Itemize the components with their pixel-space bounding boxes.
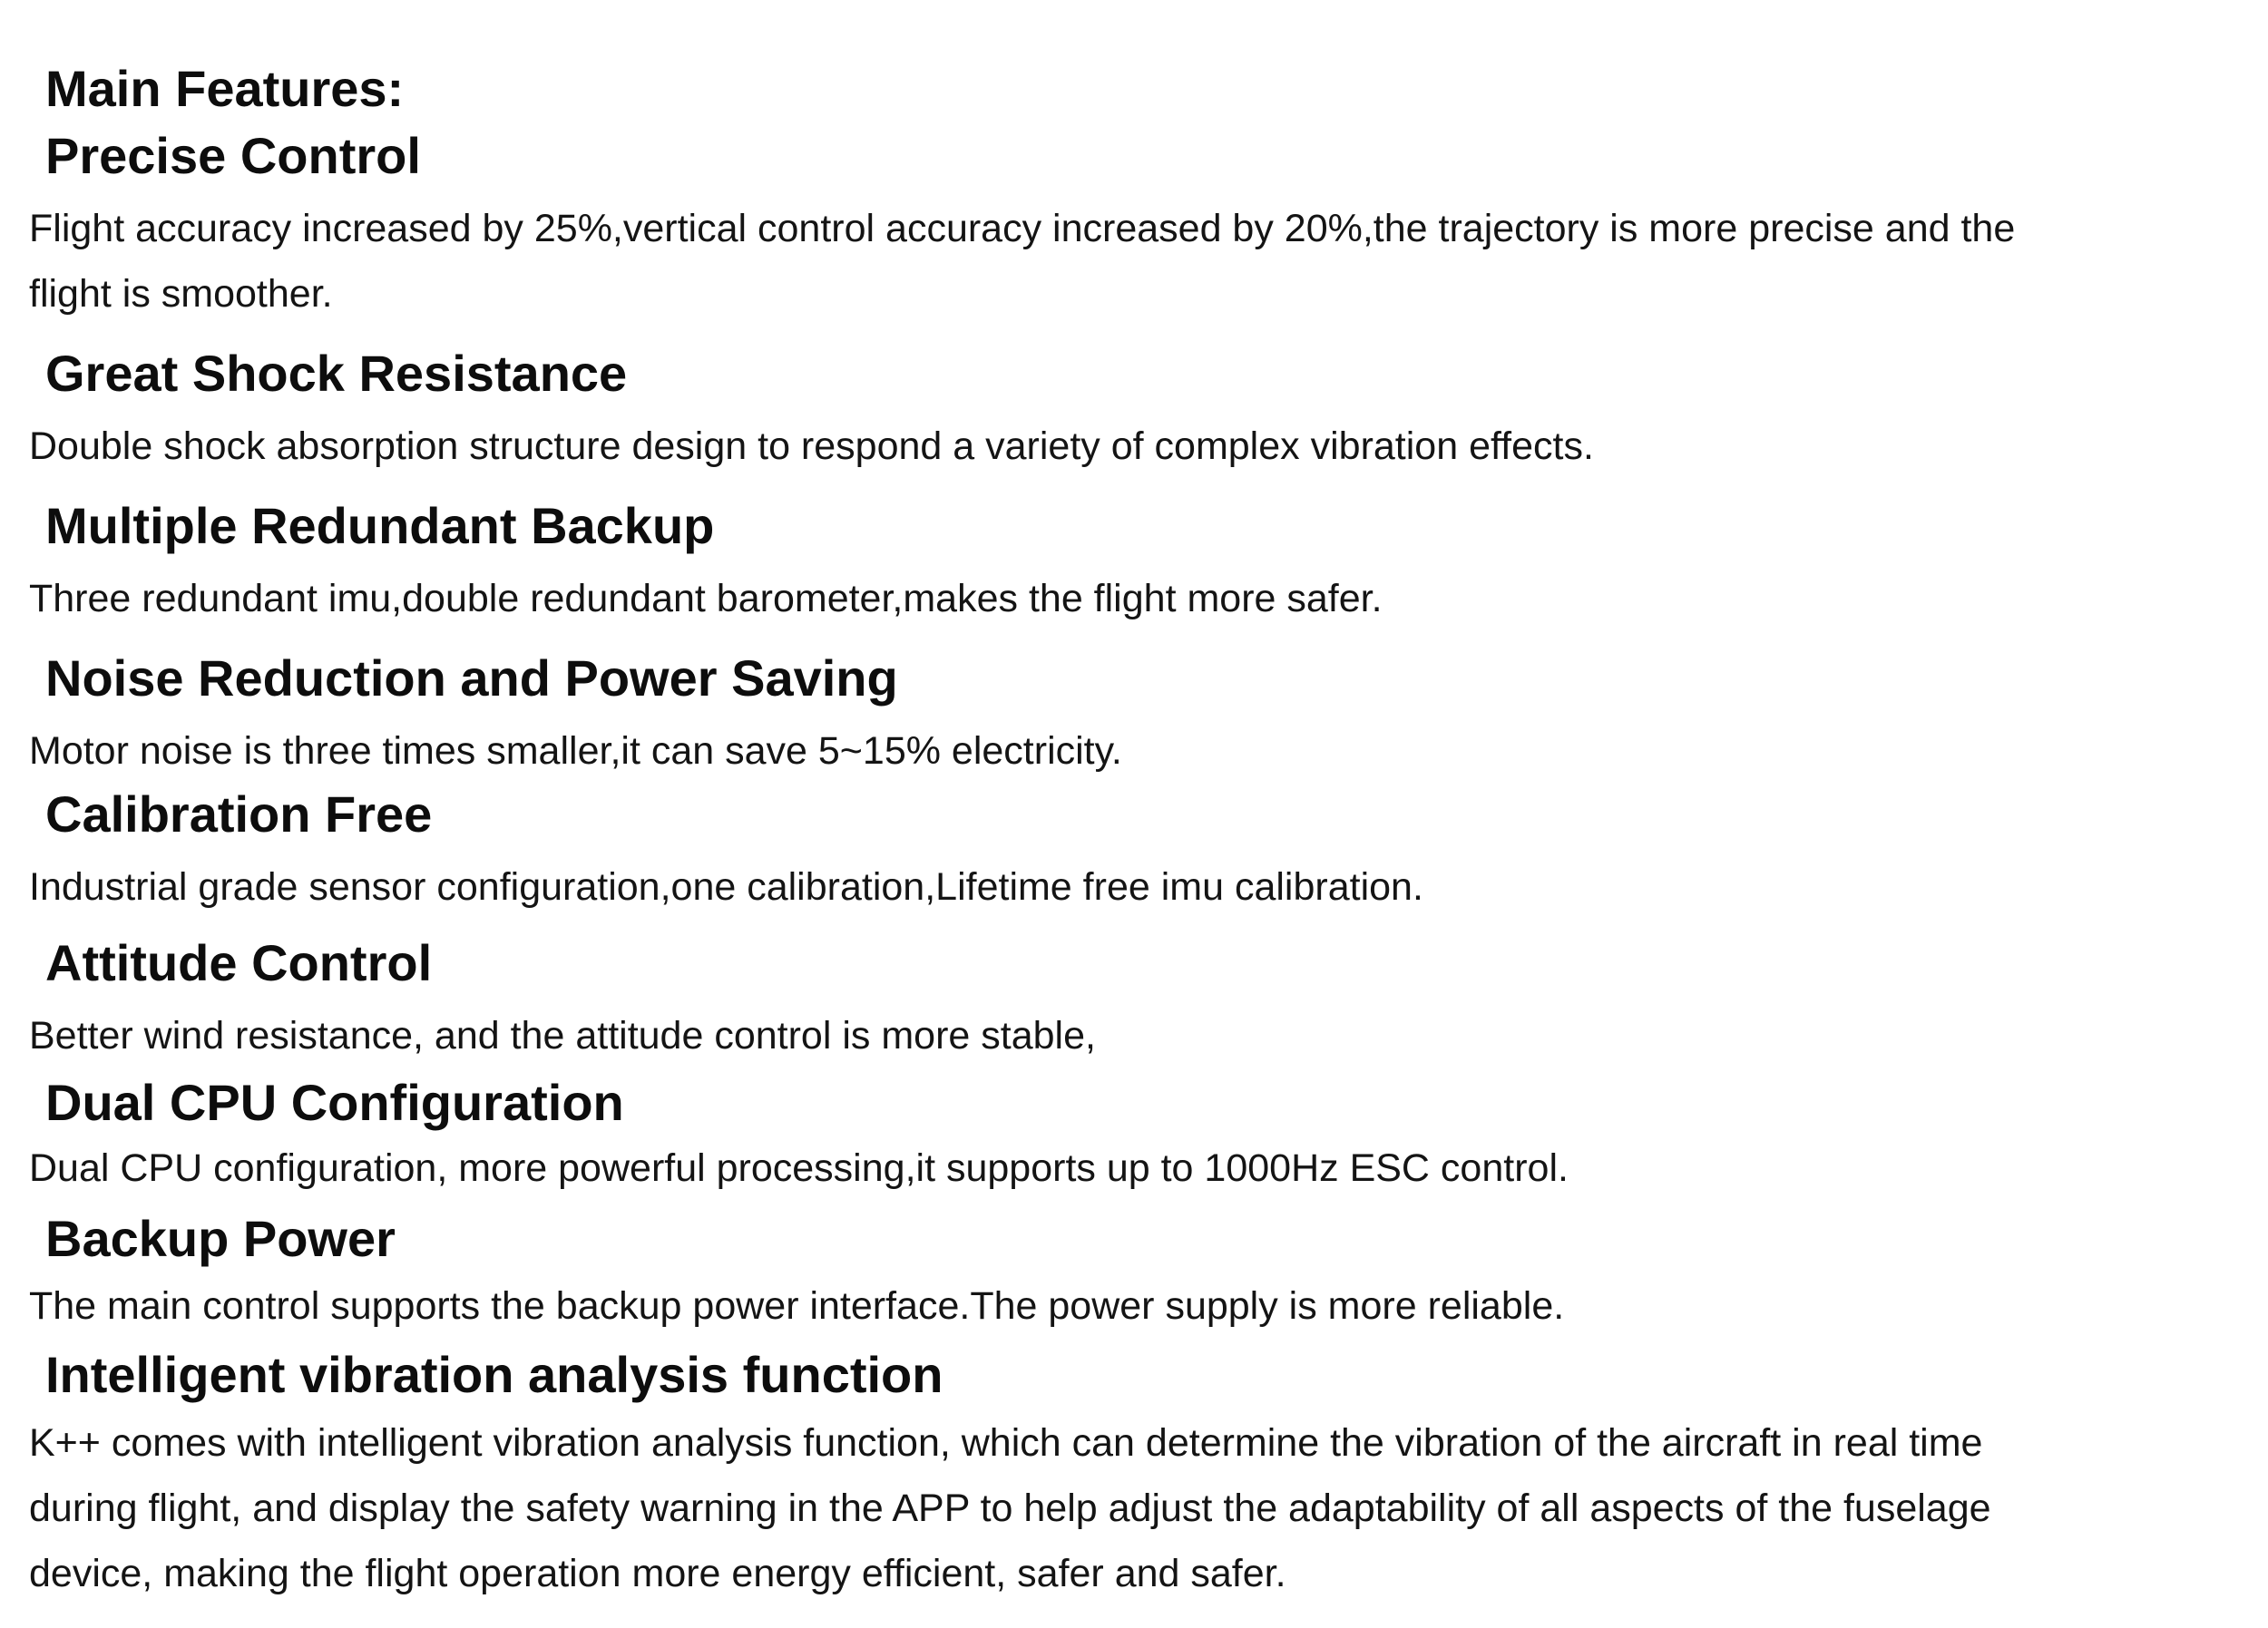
feature-text-line: Double shock absorption structure design to respond a variety of complex vibration effects. <box>29 424 1594 468</box>
feature-text-line: device, making the flight operation more energy efficient, safer and safer. <box>29 1552 1286 1595</box>
feature-text-line: Motor noise is three times smaller,it can save 5~15% electricity. <box>29 729 1122 773</box>
feature-heading-calibration-free: Calibration Free <box>45 785 433 843</box>
feature-text-line: Dual CPU configuration, more powerful processing,it supports up to 1000Hz ESC control. <box>29 1146 1569 1190</box>
feature-text-line: The main control supports the backup power interface.The power supply is more reliable. <box>29 1284 1565 1328</box>
page-title: Main Features: <box>45 60 405 117</box>
feature-text-line: Industrial grade sensor configuration,one calibration,Lifetime free imu calibration. <box>29 865 1423 909</box>
feature-text-line: Better wind resistance, and the attitude control is more stable, <box>29 1014 1096 1058</box>
feature-heading-backup-power: Backup Power <box>45 1210 396 1267</box>
feature-text-line: flight is smoother. <box>29 272 333 316</box>
feature-text-line: K++ comes with intelligent vibration analysis function, which can determine the vibration of the aircraft in real time <box>29 1421 1983 1465</box>
feature-text-line: Flight accuracy increased by 25%,vertical control accuracy increased by 20%,the trajectory is more precise and the <box>29 207 2016 250</box>
feature-heading-attitude-control: Attitude Control <box>45 934 433 991</box>
feature-text-line: Three redundant imu,double redundant barometer,makes the flight more safer. <box>29 577 1383 620</box>
feature-heading-vibration-analysis: Intelligent vibration analysis function <box>45 1346 943 1403</box>
feature-heading-great-shock-resistance: Great Shock Resistance <box>45 345 628 402</box>
feature-text-line: during flight, and display the safety warning in the APP to help adjust the adaptability of all aspects of the fuselage <box>29 1487 1991 1530</box>
feature-heading-noise-reduction: Noise Reduction and Power Saving <box>45 649 898 707</box>
feature-heading-multiple-redundant-backup: Multiple Redundant Backup <box>45 497 715 554</box>
feature-heading-precise-control: Precise Control <box>45 127 421 184</box>
feature-heading-dual-cpu: Dual CPU Configuration <box>45 1074 624 1131</box>
